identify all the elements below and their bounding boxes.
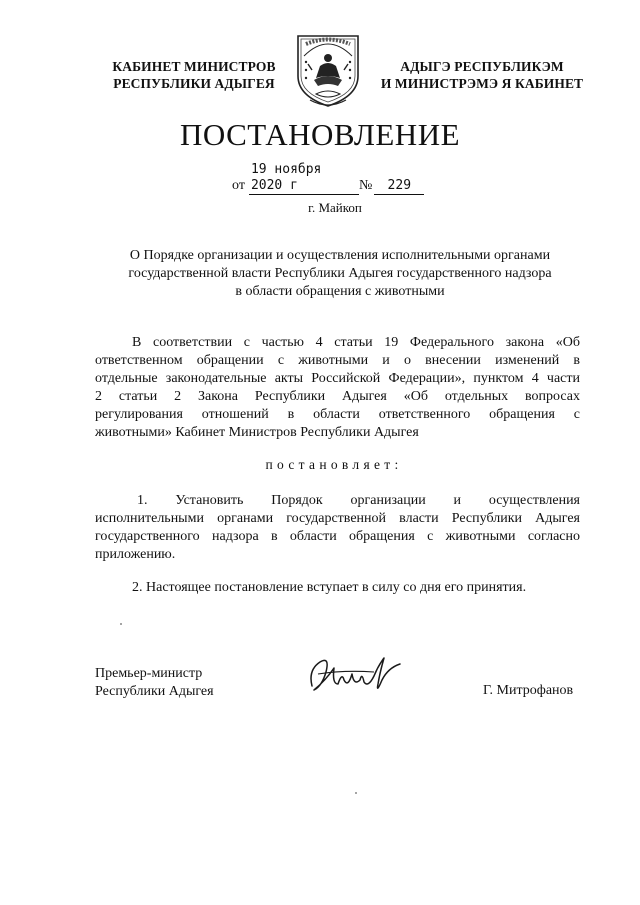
resolves-heading: постановляет:: [265, 457, 403, 472]
preamble-paragraph: [95, 334, 580, 442]
resolution-item-2: 2. Настоящее постановление вступает в силу со дня его принятия.: [132, 580, 527, 595]
document-city: г. Майкоп: [308, 200, 362, 215]
date-number-line: [232, 162, 424, 195]
document-date: 19 ноября 2020 г: [249, 162, 359, 195]
number-prefix: №: [358, 178, 373, 193]
issuer-name-adyghe: [372, 58, 592, 92]
coat-of-arms-icon: [290, 30, 366, 112]
date-prefix: от: [232, 178, 245, 193]
document-title: ПОСТАНОВЛЕНИЕ: [179, 117, 461, 152]
preamble-line: животными» Кабинет Министров Республики Адыгея: [95, 425, 419, 440]
preamble-line: В соответствии с частью 4 статьи 19 Федерального закона «Об: [132, 335, 580, 350]
issuer-adyghe-line-1: АДЫГЭ РЕСПУБЛИКЭМ: [400, 59, 564, 74]
handwritten-signature: [304, 650, 414, 698]
issuer-line-1: КАБИНЕТ МИНИСТРОВ: [112, 59, 276, 74]
resolution-item-1: [95, 492, 580, 564]
issuer-name-russian: [104, 58, 284, 92]
scan-speck: [355, 792, 357, 794]
item1-line: исполнительными органами государственной власти Республики Адыгея: [95, 511, 580, 526]
position-line-2: Республики Адыгея: [95, 684, 214, 699]
issuer-adyghe-line-2: И МИНИСТРЭМЭ Я КАБИНЕТ: [380, 76, 584, 91]
scan-speck: [120, 623, 122, 625]
document-subject: [100, 247, 580, 301]
preamble-line: ответственном обращении с животными и о внесении изменений в: [95, 353, 580, 368]
issuer-line-2: РЕСПУБЛИКИ АДЫГЕЯ: [113, 76, 275, 91]
subject-line: в области обращения с животными: [235, 284, 445, 299]
signatory-position: [95, 665, 214, 701]
subject-line: О Порядке организации и осуществления исполнительными органами: [129, 248, 551, 263]
position-line-1: Премьер-министр: [95, 666, 203, 681]
item1-line: государственного надзора в области обращения с животными согласно: [95, 529, 580, 544]
item1-line: 1. Установить Порядок организации и осуществления: [137, 493, 580, 508]
preamble-line: регулирования отношений в области ответственного обращения с: [95, 407, 580, 422]
preamble-line: 2 статьи 2 Закона Республики Адыгея «Об отдельных вопросах: [95, 389, 580, 404]
preamble-line: отдельные законодательные акты Российской Федерации», пунктом 4 части: [95, 371, 580, 386]
item1-line: приложению.: [95, 547, 176, 562]
document-number: 229: [374, 178, 424, 195]
subject-line: государственной власти Республики Адыгея государственного надзора: [128, 266, 552, 281]
signatory-name: Г. Митрофанов: [483, 683, 574, 698]
